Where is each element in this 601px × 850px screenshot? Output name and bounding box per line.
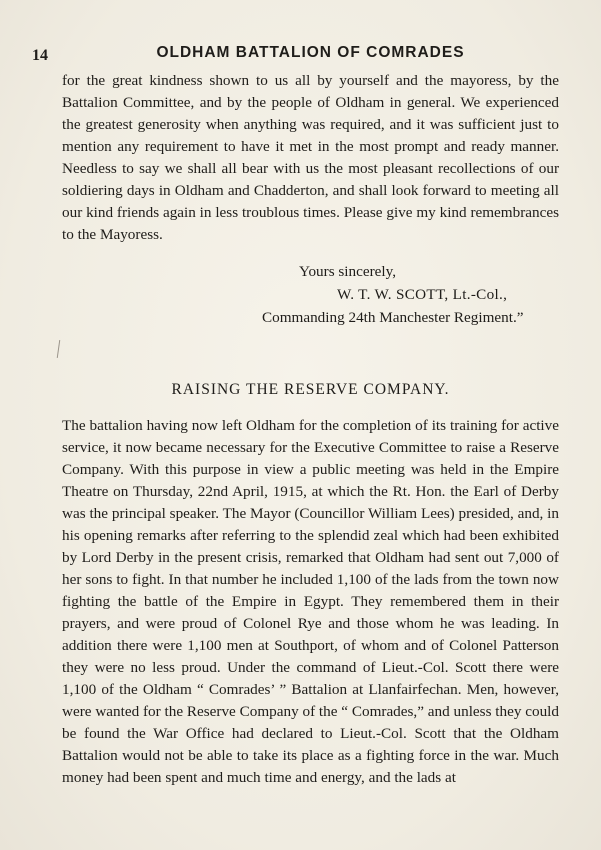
closing-line: Yours sincerely, (299, 263, 397, 280)
pencil-mark (57, 340, 60, 358)
section-heading: RAISING THE RESERVE COMPANY. (171, 381, 450, 398)
section-body: The battalion having now left Oldham for the completion of its training for active service, it now became necessary for the Executive Committee to raise a Reserve Company. With this purpose in view a public meeting was held in the Empire Theatre on Thursday, 22nd April, 1915, at which the Rt. Hon. the Earl of Derby was the principal speaker. The Mayor (Councillor William Lees) presided, and, in his opening remarks after referring to the splendid zeal which had been exhibited by Lord Derby in the present crisis, remarked that Oldham had sent out 7,000 of her sons to fight. In that number he included 1,100 of the lads from the town now fighting the battle of the Empire in Egypt. They remembered them in their prayers, and were proud of Colonel Rye and those whom he was leading. In addition there were 1,100 men at Southport, of whom and of Colonel Patterson they were no less proud. Under the command of Lieut.-Col. Scott there were 1,100 of the Oldham “ Comrades’ ” Battalion at Llanfairfechan. Men, however, were wanted for the Reserve Company of the “ Comrades,” and unless they could be found the War Office had declared to Lieut.-Col. Scott that the Oldham Battalion would not be able to take its place as a fighting force in the war. Much money had been spent and much time and energy, and the lads at (62, 417, 559, 786)
signatory-name: W. T. W. SCOTT, Lt.-Col., (337, 286, 508, 303)
page-header (32, 40, 559, 70)
running-title: OLDHAM BATTALION OF COMRADES (156, 44, 465, 61)
signatory-title: Commanding 24th Manchester Regiment.” (262, 309, 524, 326)
page-number: 14 (32, 47, 48, 64)
letter-continuation: for the great kindness shown to us all by yourself and the mayoress, by the Battalion Committee, and by the people of Oldham in general. We experienced the greatest generosity when anything was required, and it was sufficient just to mention any requirement to have it met in the most prompt and ready manner. Needless to say we shall all bear with us the most pleasant recollections of our soldiering days in Oldham and Chadderton, and shall look forward to meeting all our kind friends again in less troublous times. Please give my kind remembrances to the Mayoress. (62, 72, 559, 243)
letter-signoff (62, 260, 559, 329)
